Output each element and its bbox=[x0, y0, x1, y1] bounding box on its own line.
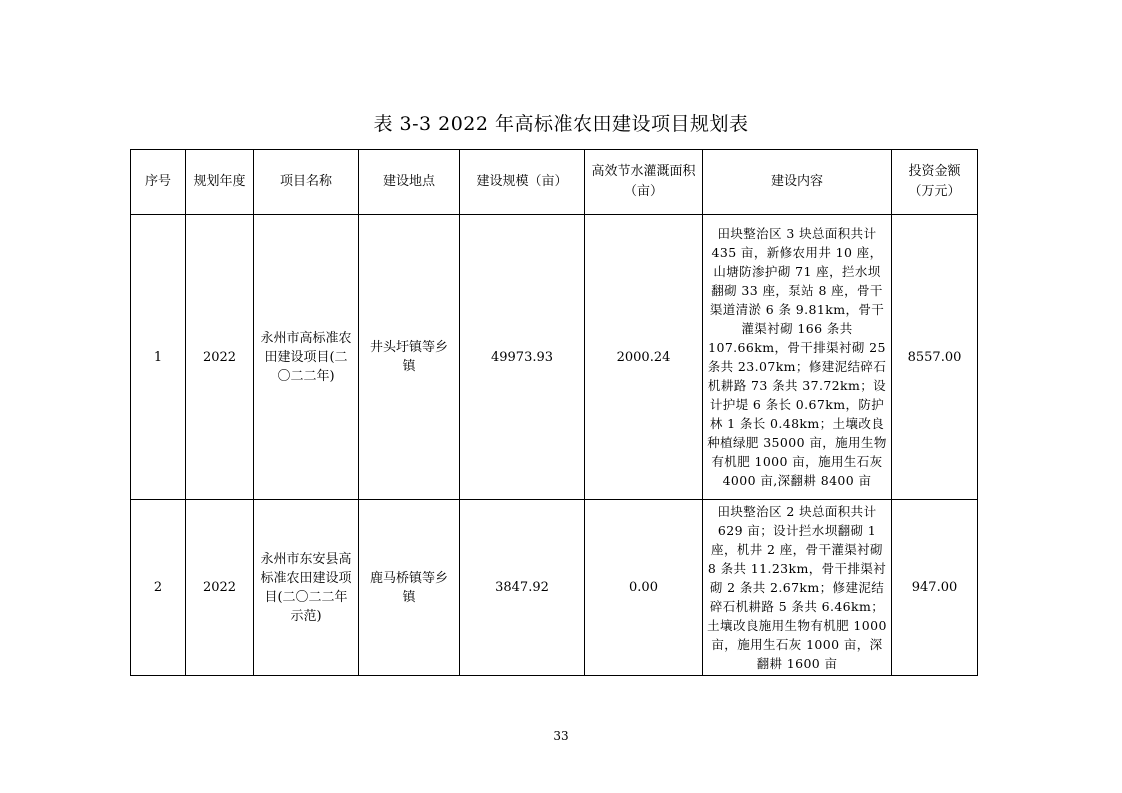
header-location: 建设地点 bbox=[359, 150, 460, 215]
cell-content: 田块整治区 3 块总面积共计 435 亩，新修农用井 10 座，山塘防渗护砌 71 座，拦水坝翻砌 33 座，泵站 8 座，骨干渠道清淤 6 条 9.81km，骨干灌渠衬砌 166 条共 107.66km，骨干排渠衬砌 25 条共 23.07km；修建泥结碎石机耕路 73 条共 37.72km；设计护堤 6 条长 0.67km，防护林 1 条长 0.48km；土壤改良种植绿肥 35000 亩，施用生物有机肥 1000 亩，施用生石灰 4000 亩,深翻耕 8400 亩 bbox=[703, 215, 892, 500]
cell-location: 鹿马桥镇等乡镇 bbox=[359, 500, 460, 676]
cell-location: 井头圩镇等乡镇 bbox=[359, 215, 460, 500]
cell-name: 永州市高标准农田建设项目(二〇二二年) bbox=[254, 215, 359, 500]
header-scale: 建设规模（亩） bbox=[460, 150, 585, 215]
table-row bbox=[131, 215, 978, 500]
header-content: 建设内容 bbox=[703, 150, 892, 215]
cell-year: 2022 bbox=[186, 500, 254, 676]
table-row bbox=[131, 500, 978, 676]
cell-scale: 3847.92 bbox=[460, 500, 585, 676]
header-seq: 序号 bbox=[131, 150, 186, 215]
cell-irrigation: 2000.24 bbox=[585, 215, 703, 500]
cell-name: 永州市东安县高标准农田建设项目(二〇二二年示范) bbox=[254, 500, 359, 676]
cell-investment: 947.00 bbox=[892, 500, 978, 676]
cell-scale: 49973.93 bbox=[460, 215, 585, 500]
cell-investment: 8557.00 bbox=[892, 215, 978, 500]
cell-year: 2022 bbox=[186, 215, 254, 500]
header-irrigation: 高效节水灌溉面积（亩） bbox=[585, 150, 703, 215]
page-number: 33 bbox=[553, 729, 569, 743]
table-title: 表 3-3 2022 年高标准农田建设项目规划表 bbox=[373, 113, 749, 135]
cell-seq: 2 bbox=[131, 500, 186, 676]
project-plan-table bbox=[130, 149, 978, 676]
header-investment: 投资金额（万元） bbox=[892, 150, 978, 215]
header-row bbox=[131, 150, 978, 215]
cell-irrigation: 0.00 bbox=[585, 500, 703, 676]
header-name: 项目名称 bbox=[254, 150, 359, 215]
cell-seq: 1 bbox=[131, 215, 186, 500]
cell-content: 田块整治区 2 块总面积共计 629 亩；设计拦水坝翻砌 1 座，机井 2 座，骨干灌渠衬砌 8 条共 11.23km，骨干排渠衬砌 2 条共 2.67km；修建泥结碎石机耕路 5 条共 6.46km；土壤改良施用生物有机肥 1000 亩，施用生石灰 1000 亩，深翻耕 1600 亩 bbox=[703, 500, 892, 676]
header-year: 规划年度 bbox=[186, 150, 254, 215]
